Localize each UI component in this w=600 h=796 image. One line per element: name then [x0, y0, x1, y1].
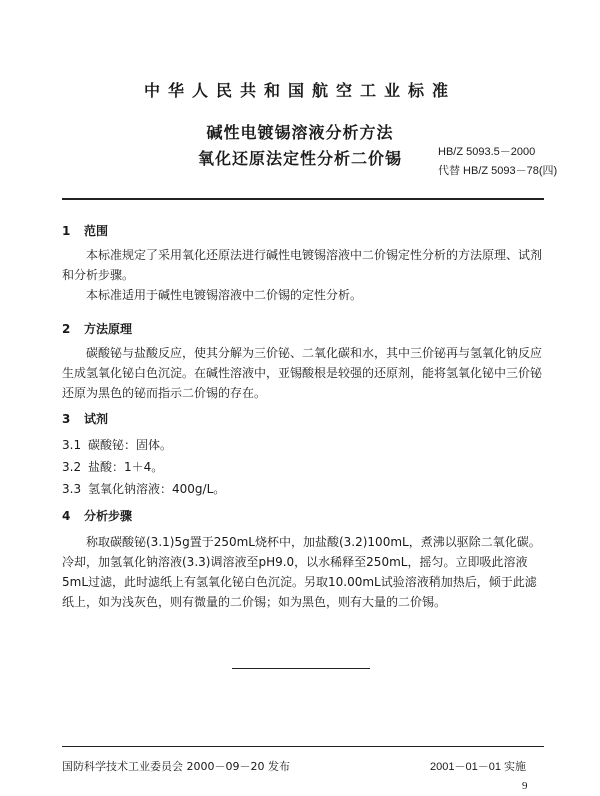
page-number: 9 — [522, 780, 528, 792]
section-4-body — [62, 532, 544, 612]
standard-type-header: 中华人民共和国航空工业标准 — [143, 81, 456, 100]
reagent-number: 3.1 — [62, 438, 82, 452]
section-number: 4 — [62, 509, 71, 523]
standard-number: HB/Z 5093.5－2000 — [438, 146, 536, 158]
section-number: 2 — [62, 322, 71, 336]
reagent-text: 碳酸铋：固体。 — [88, 438, 173, 452]
reagent-item — [62, 480, 225, 497]
reagent-item — [62, 436, 172, 453]
replaces-standard: 代替 HB/Z 5093－78(四) — [438, 165, 558, 177]
document-title-line1: 碱性电镀锡溶液分析方法 — [206, 123, 394, 142]
section-2-body — [62, 343, 544, 403]
reagent-number: 3.3 — [62, 482, 82, 496]
reagent-text: 盐酸：1＋4。 — [88, 460, 164, 474]
end-of-text-rule — [232, 668, 370, 669]
approval-info: 国防科学技术工业委员会 2000－09－20 发布 — [62, 760, 290, 773]
title-divider — [62, 198, 544, 200]
section-number: 3 — [62, 412, 71, 426]
section-1-heading — [62, 222, 108, 239]
reagent-item — [62, 458, 163, 475]
document-title-line2: 氧化还原法定性分析二价锡 — [197, 149, 402, 168]
footer-divider — [62, 746, 544, 747]
section-title: 范围 — [84, 224, 109, 238]
section-number: 1 — [62, 224, 71, 238]
section-title: 分析步骤 — [84, 509, 133, 523]
paragraph: 称取碳酸铋(3.1)5g置于250mL烧杯中，加盐酸(3.2)100mL，煮沸以驱除二氧化碳。冷却，加氢氧化钠溶液(3.3)调溶液至pH9.0，以水稀释至250mL，摇匀。立即吸此溶液5mL过滤，此时滤纸上有氢氧化铋白色沉淀。另取10.00mL试验溶液稍加热后，倾于此滤纸上，如为浅灰色，则有微量的二价锡；如为黑色，则有大量的二价锡。 — [62, 535, 541, 609]
effective-date: 2001－01－01 实施 — [430, 761, 526, 773]
section-title: 方法原理 — [84, 322, 133, 336]
paragraph: 本标准规定了采用氧化还原法进行碱性电镀锡溶液中二价锡定性分析的方法原理、试剂和分析步骤。 — [62, 248, 543, 282]
reagent-number: 3.2 — [62, 460, 82, 474]
section-4-heading — [62, 507, 132, 524]
reagent-text: 氢氧化钠溶液：400g/L。 — [88, 482, 226, 496]
section-3-heading — [62, 410, 108, 427]
section-2-heading — [62, 320, 132, 337]
paragraph: 碳酸铋与盐酸反应，使其分解为三价铋、二氧化碳和水，其中三价铋再与氢氧化钠反应生成氢氧化铋白色沉淀。在碱性溶液中，亚锡酸根是较强的还原剂，能将氢氧化铋中三价铋还原为黑色的铋而指示二价锡的存在。 — [62, 346, 543, 400]
paragraph: 本标准适用于碱性电镀锡溶液中二价锡的定性分析。 — [86, 288, 363, 302]
section-title: 试剂 — [84, 412, 109, 426]
section-1-body — [62, 245, 544, 305]
